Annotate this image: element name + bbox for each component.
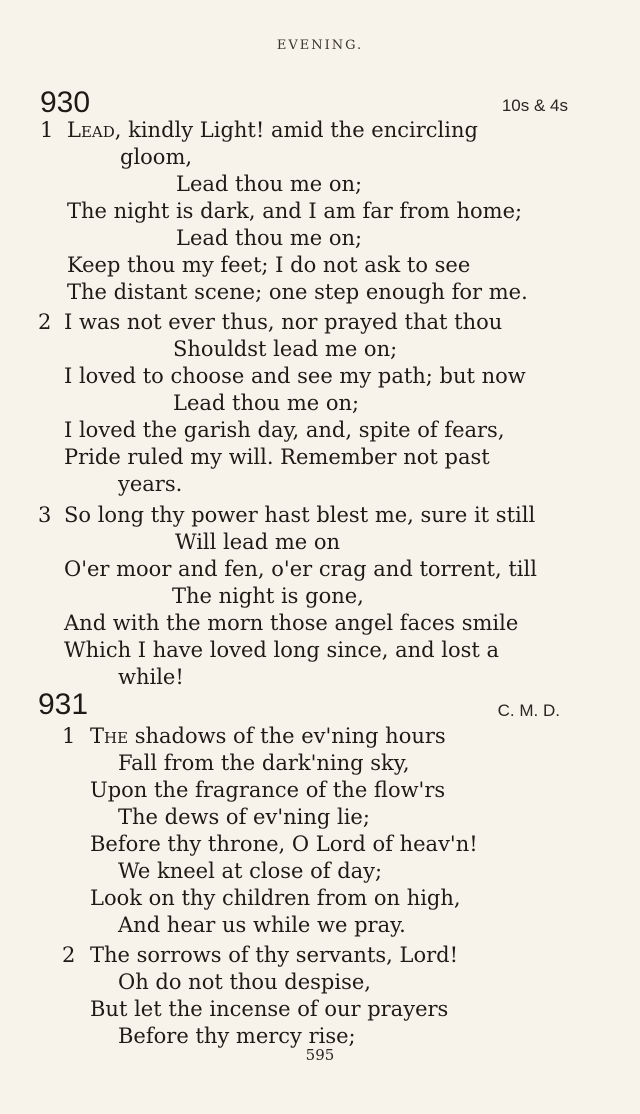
verse-number: 3: [38, 503, 52, 527]
hymn-line: Which I have loved long since, and lost a: [64, 638, 500, 662]
hymn-line: Pride ruled my will. Remember not past: [64, 445, 490, 469]
hymn-line: So long thy power hast blest me, sure it still: [64, 503, 536, 527]
page-number: 595: [305, 1046, 335, 1064]
hymn-line: [67, 120, 567, 141]
hymn-line: Lead thou me on;: [176, 172, 363, 196]
hymn-line: And hear us while we pray.: [118, 913, 406, 937]
running-head: EVENING.: [276, 38, 364, 53]
hymn-line: I loved to choose and see my path; but now: [64, 364, 526, 388]
hymn-line: Fall from the dark'ning sky,: [118, 751, 410, 775]
hymn-line: And with the morn those angel faces smile: [64, 611, 519, 635]
hymn-line: O'er moor and fen, o'er crag and torrent, till: [64, 557, 537, 581]
hymn-line: The dews of ev'ning lie;: [118, 805, 370, 829]
hymn-line: [90, 726, 446, 747]
line-text: shadows of the ev'ning hours: [128, 724, 446, 748]
hymn-line: years.: [118, 472, 183, 496]
hymn-line: Before thy throne, O Lord of heav'n!: [90, 832, 478, 856]
hymn-line: gloom,: [120, 145, 193, 169]
hymn-meter: C. M. D.: [497, 701, 560, 720]
verse-number: 2: [62, 943, 76, 967]
verse-number: 1: [62, 724, 76, 748]
hymn-line: The night is gone,: [172, 584, 364, 608]
first-word-small-caps: The: [90, 724, 129, 748]
hymn-line: Lead thou me on;: [176, 226, 363, 250]
first-word-small-caps: Lead,: [67, 118, 122, 142]
hymn-line: Shouldst lead me on;: [173, 337, 398, 361]
hymn-line: But let the incense of our prayers: [90, 997, 449, 1021]
hymn-line: Lead thou me on;: [173, 391, 360, 415]
hymn-line: We kneel at close of day;: [118, 859, 383, 883]
hymn-line: Oh do not thou despise,: [118, 970, 371, 994]
verse-number: 2: [38, 310, 52, 334]
hymn-line: I was not ever thus, nor prayed that thou: [64, 310, 503, 334]
hymn-line: Look on thy children from on high,: [90, 886, 461, 910]
hymn-line: while!: [118, 665, 184, 689]
hymn-line: I loved the garish day, and, spite of fears,: [64, 418, 505, 442]
hymn-line: The night is dark, and I am far from home;: [67, 199, 523, 223]
verse-number: 1: [40, 118, 54, 142]
hymn-meter: 10s & 4s: [501, 96, 568, 115]
hymn-line: The sorrows of thy servants, Lord!: [90, 943, 459, 967]
hymn-line: Upon the fragrance of the flow'rs: [90, 778, 446, 802]
hymn-line: Will lead me on: [175, 530, 341, 554]
hymn-number: 930: [40, 86, 91, 119]
hymn-line: Before thy mercy rise;: [118, 1024, 356, 1048]
hymn-number: 931: [38, 688, 89, 721]
hymn-line: Keep thou my feet; I do not ask to see: [67, 253, 471, 277]
hymn-line: The distant scene; one step enough for me.: [67, 280, 528, 304]
line-text: kindly Light! amid the encircling: [121, 118, 478, 142]
